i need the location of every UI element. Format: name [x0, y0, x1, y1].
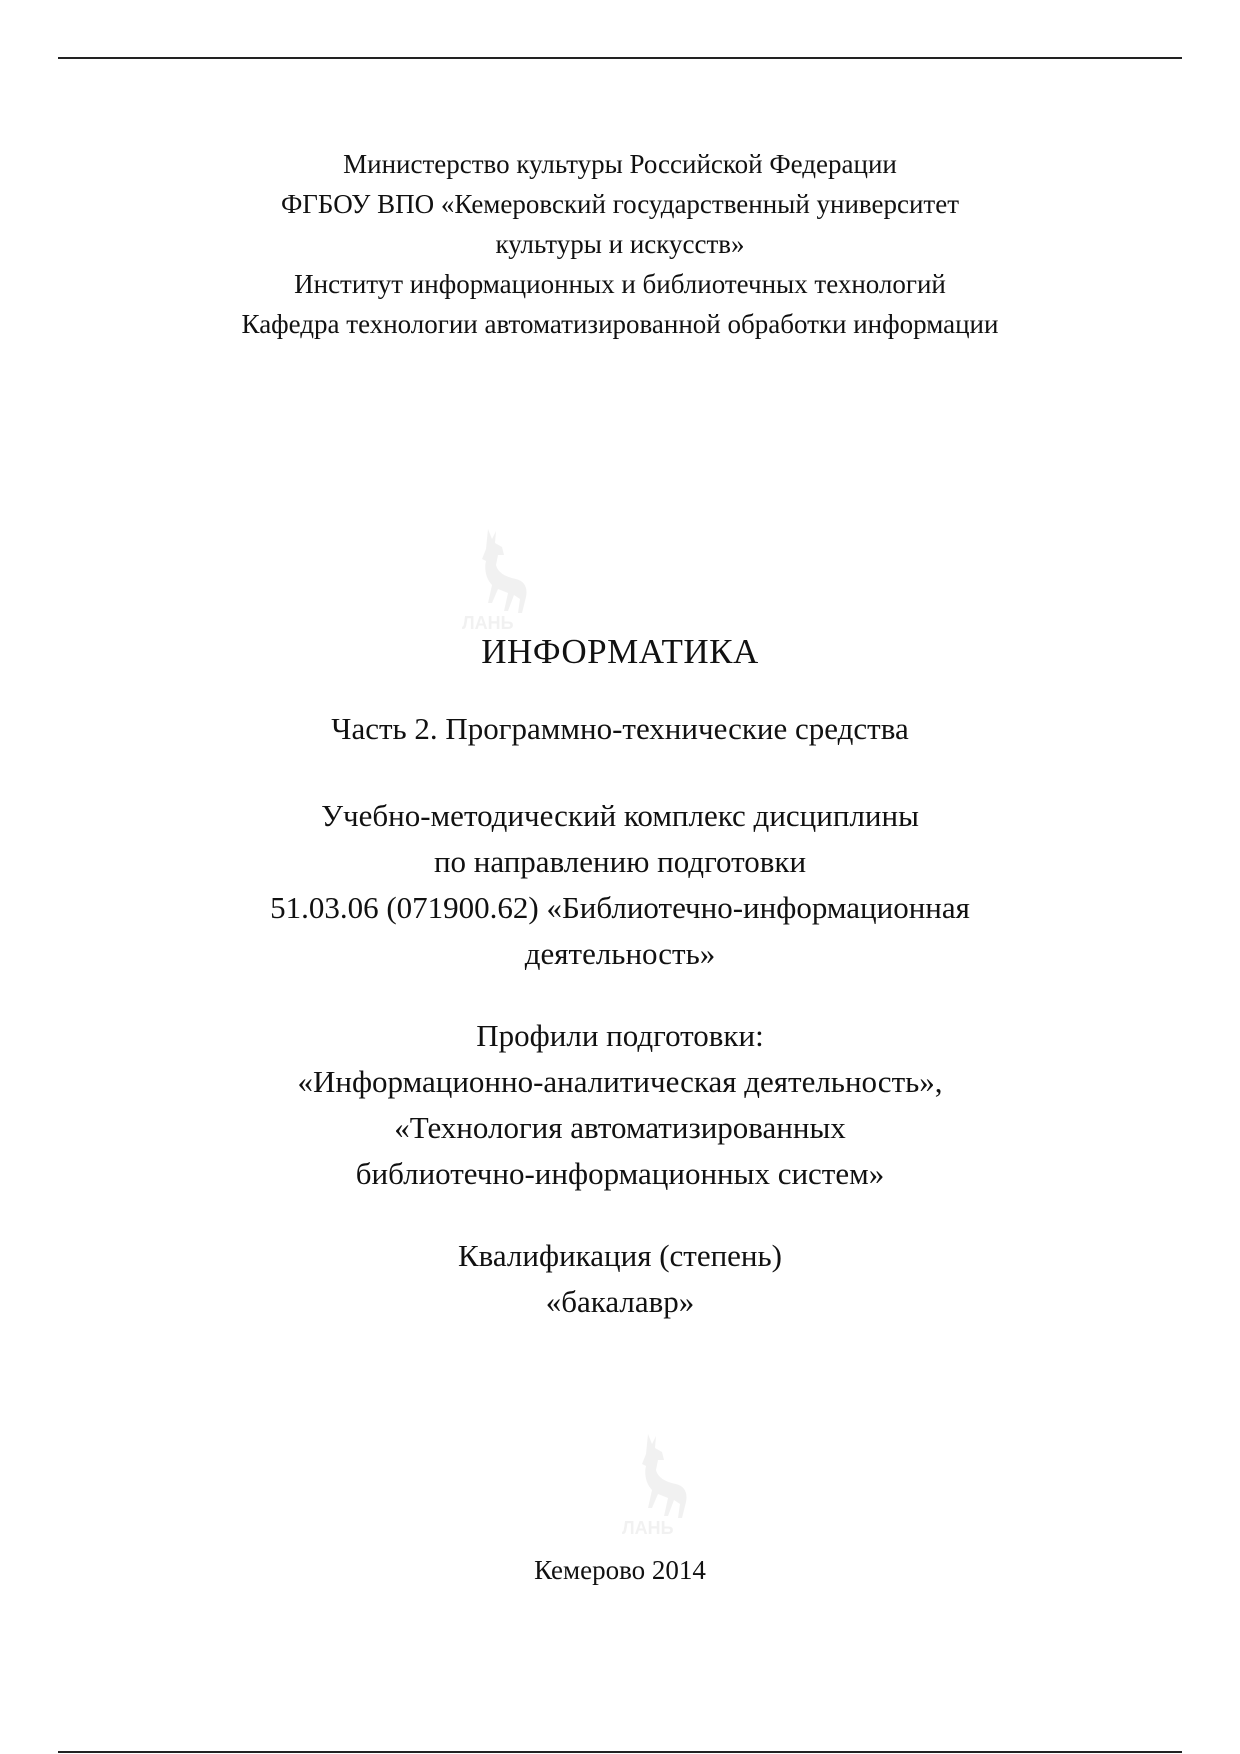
course-line: по направлению подготовки — [433, 844, 807, 879]
city-year: Кемерово 2014 — [534, 1555, 706, 1585]
top-rule — [58, 57, 1182, 59]
department-line: Кафедра технологии автоматизированной обработки информации — [241, 309, 999, 339]
profile-item: библиотечно-информационных систем» — [355, 1156, 885, 1191]
deer-logo-icon — [458, 525, 538, 635]
university-line: ФГБОУ ВПО «Кемеровский государственный университет — [280, 189, 960, 219]
university-line-cont: культуры и искусств» — [495, 229, 745, 259]
organization-header — [0, 144, 1240, 344]
course-line: 51.03.06 (071900.62) «Библиотечно-информационная — [270, 890, 970, 925]
course-line: деятельность» — [524, 936, 716, 971]
training-profiles — [0, 1013, 1240, 1197]
ministry-line: Министерство культуры Российской Федерации — [343, 149, 897, 179]
deer-logo-icon — [618, 1430, 698, 1540]
institute-line: Институт информационных и библиотечных технологий — [294, 269, 946, 299]
svg-text:ЛАНЬ: ЛАНЬ — [622, 1518, 674, 1538]
profiles-heading: Профили подготовки: — [476, 1018, 764, 1053]
profile-item: «Информационно-аналитическая деятельность», — [297, 1064, 943, 1099]
course-description — [0, 793, 1240, 977]
qualification-value: «бакалавр» — [545, 1284, 695, 1319]
bottom-rule — [58, 1751, 1182, 1753]
document-title: ИНФОРМАТИКА — [481, 632, 759, 671]
course-line: Учебно-методический комплекс дисциплины — [321, 798, 919, 833]
profile-item: «Технология автоматизированных — [394, 1110, 846, 1145]
qualification-label: Квалификация (степень) — [457, 1238, 782, 1273]
svg-text:ЛАНЬ: ЛАНЬ — [462, 613, 514, 633]
qualification — [0, 1233, 1240, 1325]
document-subtitle: Часть 2. Программно-технические средства — [331, 711, 909, 746]
